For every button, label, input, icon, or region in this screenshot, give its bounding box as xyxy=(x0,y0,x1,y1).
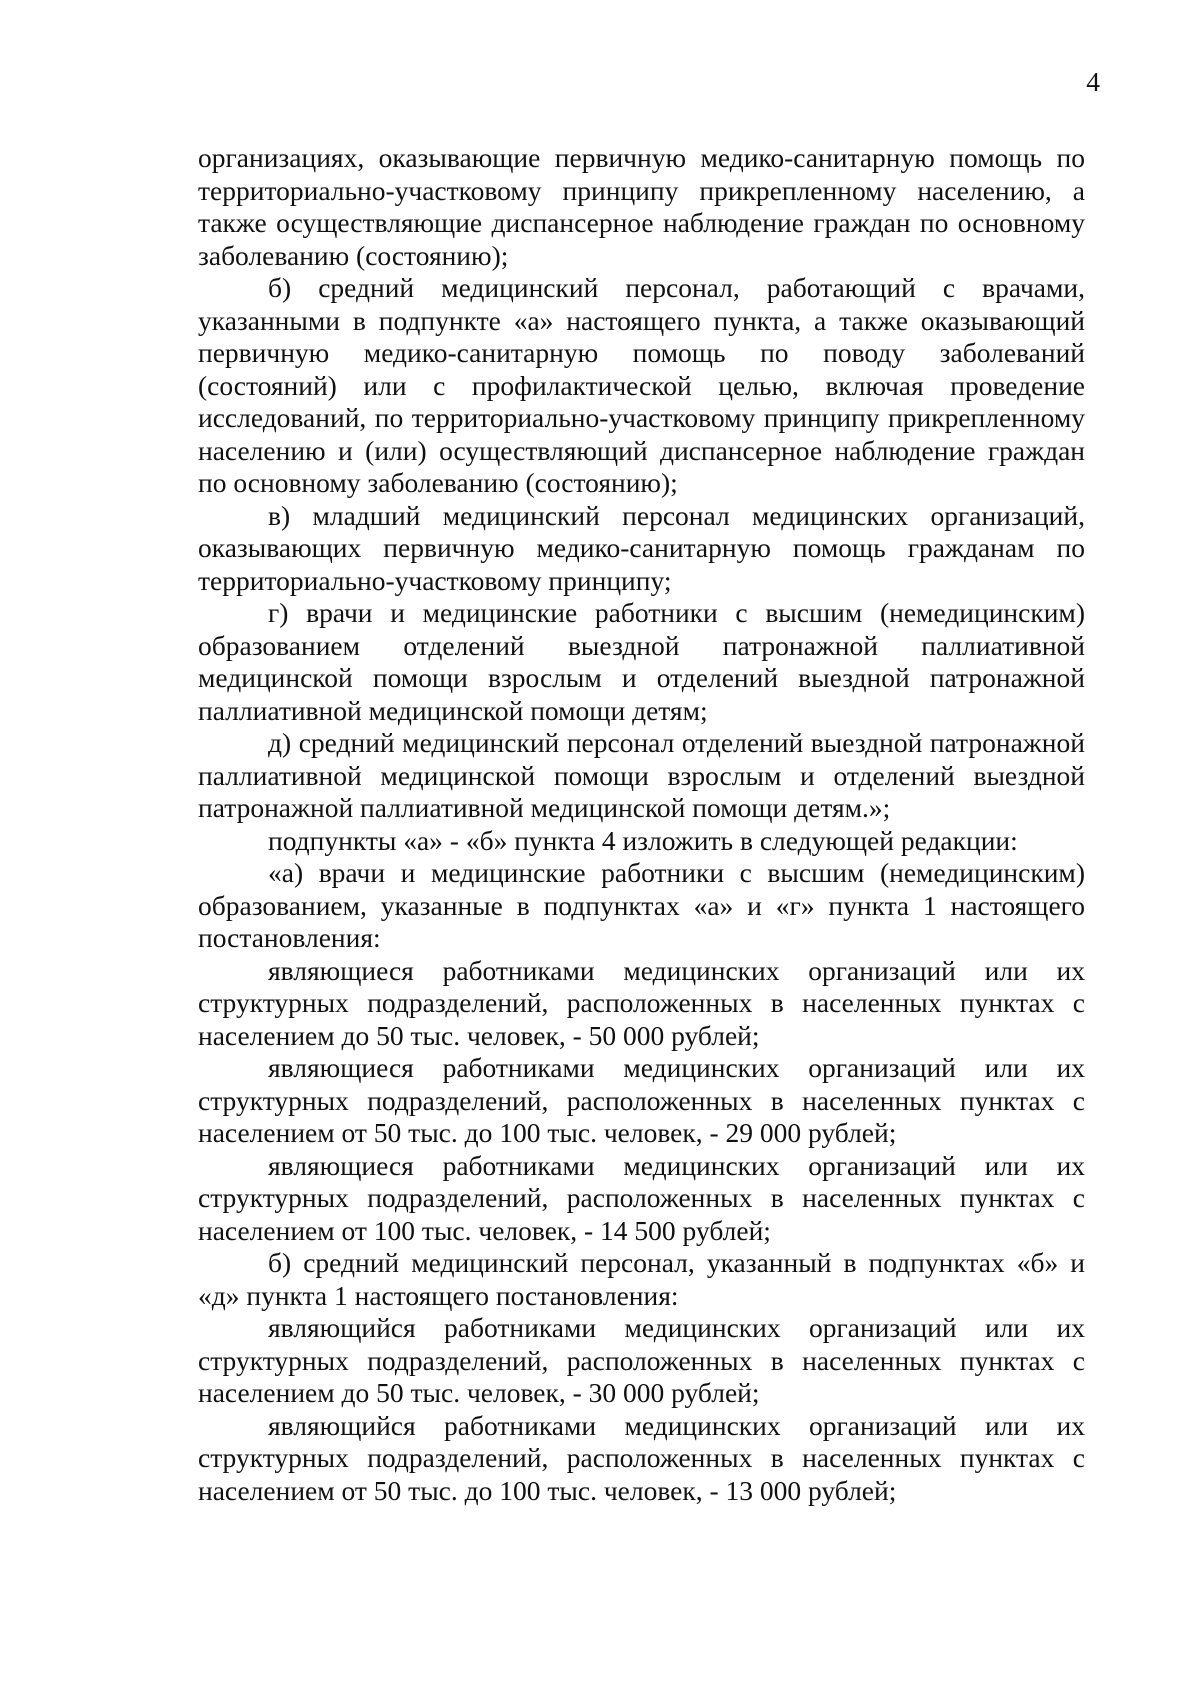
document-body xyxy=(198,142,1085,1507)
paragraph-b-tier-2: являющийся работниками медицинских организаций или их структурных подразделений, расположенных в населенных пунктах с населением от 50 тыс. до 100 тыс. человек, - 13 000 рублей; xyxy=(198,1409,1085,1506)
paragraph-item-d: д) средний медицинский персонал отделений выездной патронажной паллиативной медицинской помощи взрослым и отделений выездной патронажной паллиативной медицинской помощи детям.»; xyxy=(198,727,1085,823)
paragraph-new-item-b: б) средний медицинский персонал, указанный в подпунктах «б» и «д» пункта 1 настоящего постановления: xyxy=(198,1247,1085,1311)
paragraph-item-b: б) средний медицинский персонал, работающий с врачами, указанными в подпункте «а» настоящего пункта, а также оказывающий первичную медико-санитарную помощь по поводу заболеваний (состояний) или с профилактической целью, включая проведение исследований, по территориально-участковому принципу прикрепленному населению и (или) осуществляющий диспансерное наблюдение граждан по основному заболеванию (состоянию); xyxy=(198,272,1085,498)
paragraph-a-tier-1: являющиеся работниками медицинских организаций или их структурных подразделений, расположенных в населенных пунктах с населением до 50 тыс. человек, - 50 000 рублей; xyxy=(198,954,1085,1051)
paragraph-a-tier-2: являющиеся работниками медицинских организаций или их структурных подразделений, расположенных в населенных пунктах с населением от 50 тыс. до 100 тыс. человек, - 29 000 рублей; xyxy=(198,1052,1085,1148)
paragraph-new-item-a: «а) врачи и медицинские работники с высшим (немедицинским) образованием, указанные в подпунктах «а» и «г» пункта 1 настоящего постановления: xyxy=(198,857,1085,953)
page-number: 4 xyxy=(1086,66,1100,97)
paragraph-item-g: г) врачи и медицинские работники с высшим (немедицинским) образованием отделений выездной патронажной паллиативной медицинской помощи взрослым и отделений выездной патронажной паллиативной медицинской помощи детям; xyxy=(198,597,1085,726)
paragraph-continuation: организациях, оказывающие первичную медико-санитарную помощь по территориально-участковому принципу прикрепленному населению, а также осуществляющие диспансерное наблюдение граждан по основному заболеванию (состоянию); xyxy=(198,142,1085,271)
paragraph-b-tier-1: являющийся работниками медицинских организаций или их структурных подразделений, расположенных в населенных пунктах с населением до 50 тыс. человек, - 30 000 рублей; xyxy=(198,1312,1085,1408)
paragraph-a-tier-3: являющиеся работниками медицинских организаций или их структурных подразделений, расположенных в населенных пунктах с населением от 100 тыс. человек, - 14 500 рублей; xyxy=(198,1149,1085,1246)
paragraph-amendment-intro: подпункты «а» - «б» пункта 4 изложить в следующей редакции: xyxy=(268,824,1018,856)
paragraph-item-v: в) младший медицинский персонал медицинских организаций, оказывающих первичную медико-санитарную помощь гражданам по территориально-участковому принципу; xyxy=(198,499,1085,596)
